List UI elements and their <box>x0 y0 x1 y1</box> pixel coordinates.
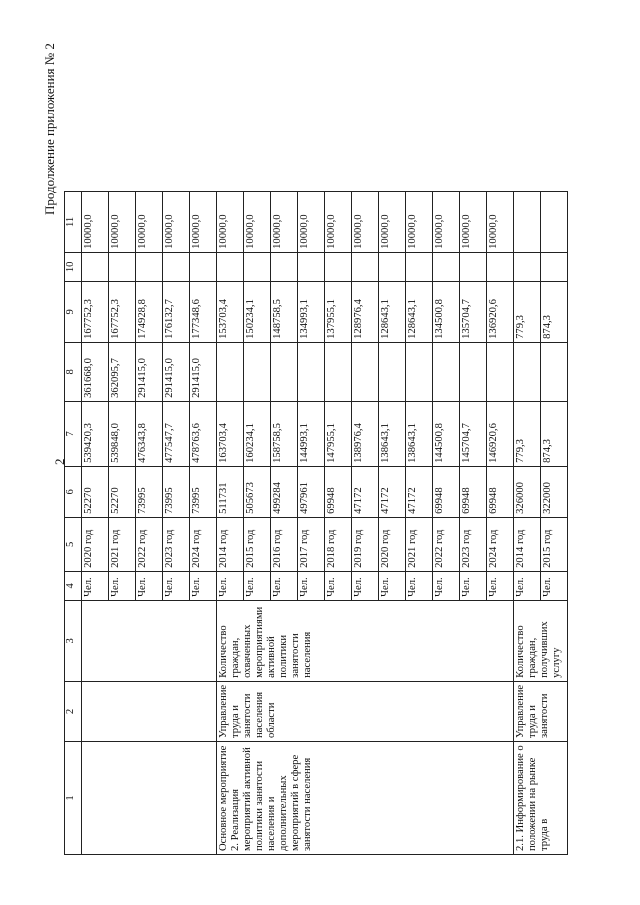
value-cell: Чел. <box>487 571 514 600</box>
data-table <box>64 191 568 855</box>
value-cell <box>352 342 379 401</box>
value-cell: 69948 <box>487 466 514 517</box>
value-cell <box>352 252 379 281</box>
table-row <box>514 191 541 854</box>
value-cell <box>433 252 460 281</box>
value-cell: Чел. <box>433 571 460 600</box>
value-cell: 499284 <box>271 466 298 517</box>
value-cell: 2015 год <box>541 517 568 571</box>
value-cell: 10000,0 <box>217 191 244 252</box>
value-cell: 135704,7 <box>460 281 487 342</box>
value-cell <box>514 342 541 401</box>
value-cell: 138976,4 <box>352 401 379 466</box>
value-cell: 10000,0 <box>82 191 109 252</box>
value-cell <box>514 191 541 252</box>
measure-name-cell <box>82 742 217 855</box>
appendix-caption: Продолжение приложения № 2 <box>42 43 57 215</box>
value-cell: 134993,1 <box>298 281 325 342</box>
value-cell: 10000,0 <box>406 191 433 252</box>
value-cell: 138643,1 <box>406 401 433 466</box>
value-cell: 10000,0 <box>244 191 271 252</box>
value-cell <box>487 252 514 281</box>
value-cell: Чел. <box>109 571 136 600</box>
value-cell: 874,3 <box>541 401 568 466</box>
value-cell <box>541 252 568 281</box>
header-cell: 2 <box>65 681 82 741</box>
value-cell: 2022 год <box>136 517 163 571</box>
value-cell <box>406 342 433 401</box>
value-cell: 505673 <box>244 466 271 517</box>
value-cell: 52270 <box>82 466 109 517</box>
header-cell: 3 <box>65 600 82 681</box>
value-cell: 128643,1 <box>406 281 433 342</box>
value-cell: 2021 год <box>406 517 433 571</box>
value-cell: 874,3 <box>541 281 568 342</box>
value-cell <box>460 252 487 281</box>
value-cell: 163703,4 <box>217 401 244 466</box>
value-cell: Чел. <box>541 571 568 600</box>
value-cell <box>136 252 163 281</box>
value-cell: Чел. <box>406 571 433 600</box>
value-cell <box>325 342 352 401</box>
value-cell <box>244 252 271 281</box>
value-cell: 291415,0 <box>190 342 217 401</box>
header-row <box>65 191 82 854</box>
value-cell: 2023 год <box>163 517 190 571</box>
value-cell: 144993,1 <box>298 401 325 466</box>
value-cell: 145704,7 <box>460 401 487 466</box>
indicator-cell: Количество граждан, получивших услугу <box>514 600 568 681</box>
indicator-cell <box>82 600 217 681</box>
value-cell: 10000,0 <box>352 191 379 252</box>
value-cell <box>514 252 541 281</box>
value-cell: 361668,0 <box>82 342 109 401</box>
measure-name-cell: Основное мероприятие 2. Реализация мероприятий активной политики занятости населения и дополнительных мероприятий в сфере занятости населения <box>217 742 514 855</box>
value-cell: 158758,5 <box>271 401 298 466</box>
value-cell <box>244 342 271 401</box>
value-cell <box>487 342 514 401</box>
header-cell: 8 <box>65 342 82 401</box>
value-cell: Чел. <box>163 571 190 600</box>
value-cell <box>82 252 109 281</box>
value-cell <box>109 252 136 281</box>
value-cell <box>406 252 433 281</box>
value-cell: 2020 год <box>379 517 406 571</box>
value-cell <box>298 252 325 281</box>
value-cell: 10000,0 <box>136 191 163 252</box>
value-cell: 128643,1 <box>379 281 406 342</box>
value-cell: 2020 год <box>82 517 109 571</box>
value-cell: 174928,8 <box>136 281 163 342</box>
value-cell: 2019 год <box>352 517 379 571</box>
value-cell: 52270 <box>109 466 136 517</box>
value-cell: 511731 <box>217 466 244 517</box>
value-cell: 539848,0 <box>109 401 136 466</box>
header-cell: 11 <box>65 191 82 252</box>
value-cell <box>217 342 244 401</box>
value-cell <box>190 252 217 281</box>
value-cell: 128976,4 <box>352 281 379 342</box>
value-cell: 2018 год <box>325 517 352 571</box>
value-cell: 136920,6 <box>487 281 514 342</box>
value-cell: 477547,7 <box>163 401 190 466</box>
value-cell <box>541 342 568 401</box>
value-cell: 69948 <box>460 466 487 517</box>
value-cell: 322000 <box>541 466 568 517</box>
value-cell: 150234,1 <box>244 281 271 342</box>
value-cell: 147955,1 <box>325 401 352 466</box>
value-cell <box>379 342 406 401</box>
value-cell: Чел. <box>352 571 379 600</box>
value-cell: Чел. <box>460 571 487 600</box>
value-cell: 167752,3 <box>82 281 109 342</box>
executor-cell: Управление труда и занятости населения области <box>217 681 514 741</box>
value-cell: Чел. <box>82 571 109 600</box>
value-cell: 176132,7 <box>163 281 190 342</box>
header-cell: 5 <box>65 517 82 571</box>
value-cell: 2015 год <box>244 517 271 571</box>
table-row <box>82 191 109 854</box>
value-cell: 10000,0 <box>325 191 352 252</box>
value-cell <box>217 252 244 281</box>
value-cell: 779,3 <box>514 401 541 466</box>
value-cell: 291415,0 <box>136 342 163 401</box>
value-cell: 10000,0 <box>190 191 217 252</box>
table-row <box>217 191 244 854</box>
value-cell: Чел. <box>271 571 298 600</box>
value-cell: 138643,1 <box>379 401 406 466</box>
value-cell: 146920,6 <box>487 401 514 466</box>
value-cell: 73995 <box>163 466 190 517</box>
value-cell: 10000,0 <box>298 191 325 252</box>
value-cell: 2024 год <box>487 517 514 571</box>
value-cell: 10000,0 <box>487 191 514 252</box>
header-cell: 1 <box>65 742 82 855</box>
value-cell: 2014 год <box>514 517 541 571</box>
value-cell <box>433 342 460 401</box>
header-cell: 9 <box>65 281 82 342</box>
value-cell <box>379 252 406 281</box>
page-number: 2 <box>52 458 67 465</box>
value-cell: 160234,1 <box>244 401 271 466</box>
value-cell: 10000,0 <box>109 191 136 252</box>
value-cell: Чел. <box>136 571 163 600</box>
value-cell: 144500,8 <box>433 401 460 466</box>
measure-name-cell: 2.1. Информирование о положении на рынке труда в <box>514 742 568 855</box>
value-cell: 476343,8 <box>136 401 163 466</box>
value-cell: Чел. <box>244 571 271 600</box>
value-cell: 167752,3 <box>109 281 136 342</box>
value-cell: 2023 год <box>460 517 487 571</box>
executor-cell <box>82 681 217 741</box>
value-cell: Чел. <box>190 571 217 600</box>
value-cell: 10000,0 <box>163 191 190 252</box>
value-cell: 177348,6 <box>190 281 217 342</box>
value-cell <box>541 191 568 252</box>
value-cell: 10000,0 <box>460 191 487 252</box>
value-cell: Чел. <box>217 571 244 600</box>
value-cell <box>460 342 487 401</box>
value-cell: 137955,1 <box>325 281 352 342</box>
value-cell <box>298 342 325 401</box>
value-cell: 73995 <box>190 466 217 517</box>
value-cell: 2022 год <box>433 517 460 571</box>
value-cell: 478763,6 <box>190 401 217 466</box>
value-cell <box>271 342 298 401</box>
value-cell: 2016 год <box>271 517 298 571</box>
value-cell: 134500,8 <box>433 281 460 342</box>
value-cell: Чел. <box>298 571 325 600</box>
header-cell: 7 <box>65 401 82 466</box>
value-cell: 73995 <box>136 466 163 517</box>
value-cell <box>325 252 352 281</box>
header-cell: 10 <box>65 252 82 281</box>
value-cell: 497961 <box>298 466 325 517</box>
value-cell: 47172 <box>352 466 379 517</box>
value-cell: Чел. <box>379 571 406 600</box>
value-cell: 2014 год <box>217 517 244 571</box>
value-cell: 362095,7 <box>109 342 136 401</box>
value-cell: Чел. <box>514 571 541 600</box>
header-cell: 4 <box>65 571 82 600</box>
value-cell: 153703,4 <box>217 281 244 342</box>
value-cell: 10000,0 <box>433 191 460 252</box>
value-cell: 539420,3 <box>82 401 109 466</box>
value-cell: 779,3 <box>514 281 541 342</box>
value-cell: 47172 <box>406 466 433 517</box>
value-cell: 10000,0 <box>379 191 406 252</box>
executor-cell: Управление труда и занятости <box>514 681 568 741</box>
indicator-cell: Количество граждан, охваченных мероприятиями активной политики занятости населения <box>217 600 514 681</box>
value-cell <box>271 252 298 281</box>
value-cell: 148758,5 <box>271 281 298 342</box>
value-cell: 69948 <box>325 466 352 517</box>
value-cell <box>163 252 190 281</box>
header-cell: 6 <box>65 466 82 517</box>
value-cell: 2017 год <box>298 517 325 571</box>
value-cell: 2021 год <box>109 517 136 571</box>
value-cell: Чел. <box>325 571 352 600</box>
value-cell: 47172 <box>379 466 406 517</box>
value-cell: 10000,0 <box>271 191 298 252</box>
value-cell: 326000 <box>514 466 541 517</box>
value-cell: 2024 год <box>190 517 217 571</box>
value-cell: 291415,0 <box>163 342 190 401</box>
value-cell: 69948 <box>433 466 460 517</box>
